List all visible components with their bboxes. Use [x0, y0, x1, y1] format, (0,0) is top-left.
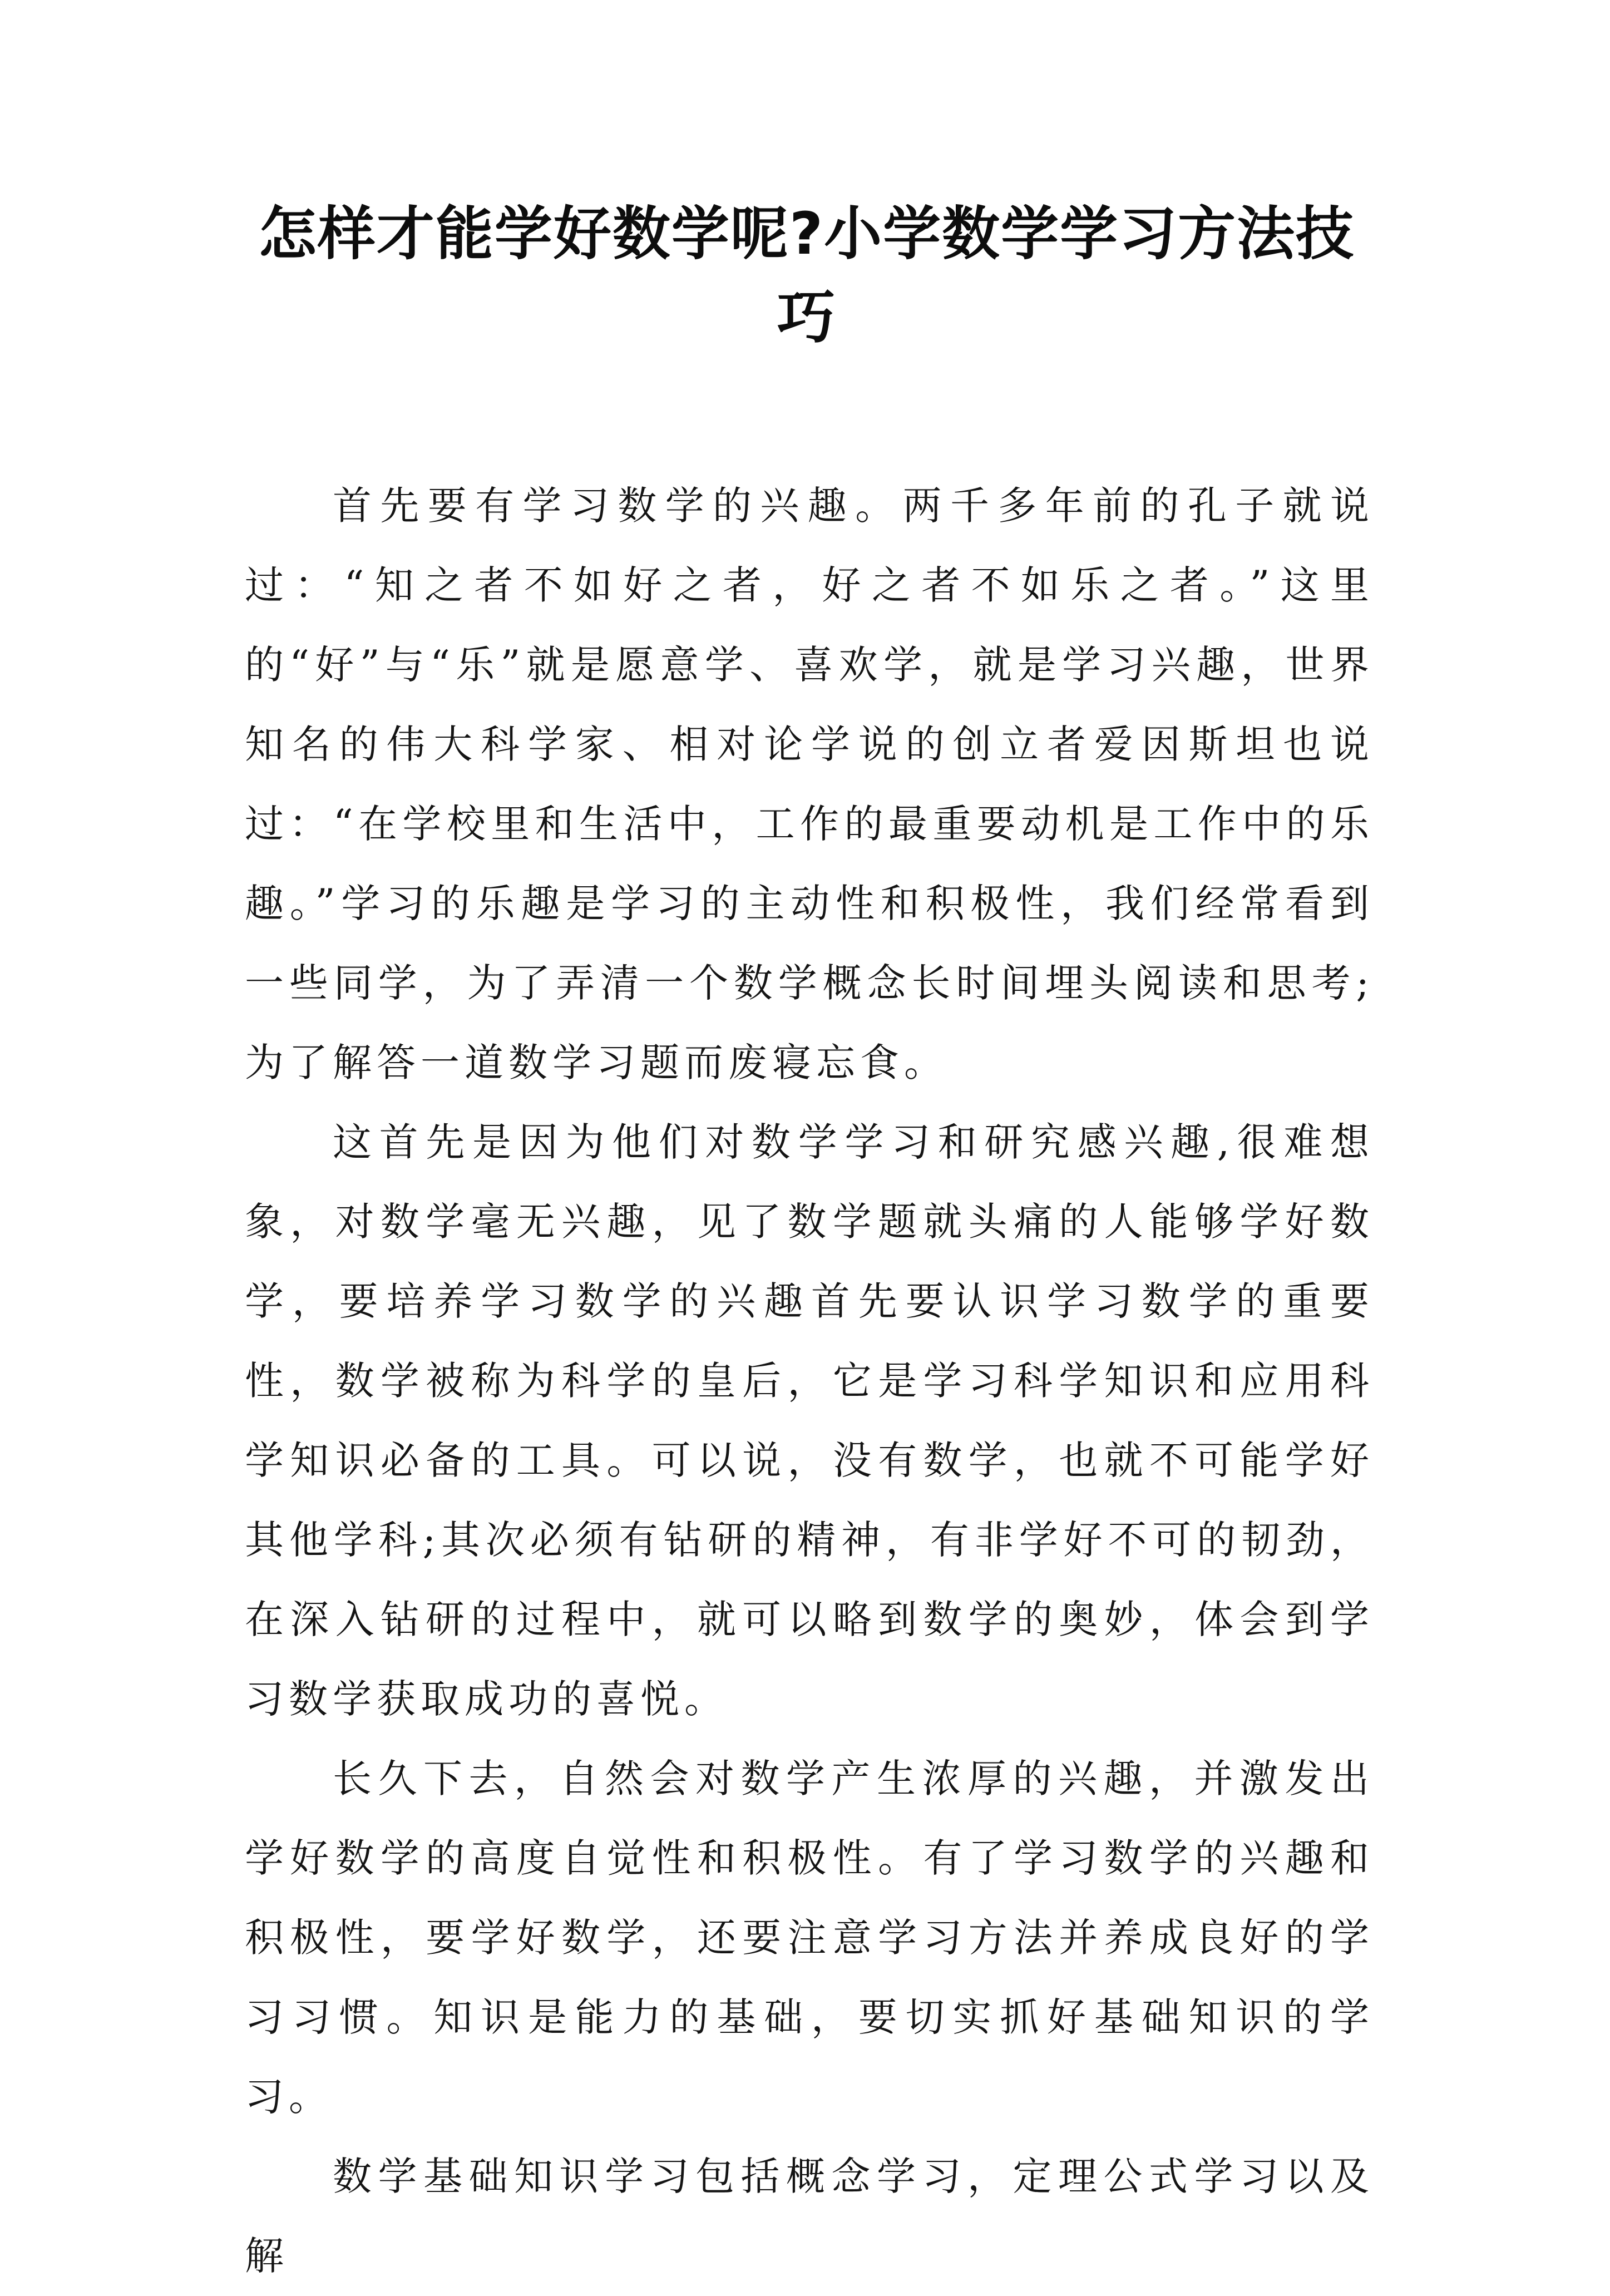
document-title: 怎样才能学好数学呢?小学数学学习方法技巧 [258, 200, 1355, 351]
paragraph-3: 长久下去，自然会对数学产生浓厚的兴趣，并激发出学好数学的高度自觉性和积极性。有了学习数学的兴趣和积极性，要学好数学，还要注意学习方法并养成良好的学习习惯。知识是能力的基础，要切实抓好基础知识的学习。 [245, 1756, 1374, 2120]
paragraph-4: 数学基础知识学习包括概念学习，定理公式学习以及解 [245, 2154, 1374, 2279]
document-body [245, 466, 1374, 2296]
paragraph-1: 首先要有学习数学的兴趣。两千多年前的孔子就说过：“知之者不如好之者，好之者不如乐之者。”这里的“好”与“乐”就是愿意学、喜欢学，就是学习兴趣，世界知名的伟大科学家、相对论学说的创立者爱因斯坦也说过：“在学校里和生活中，工作的最重要动机是工作中的乐趣。”学习的乐趣是学习的主动性和积极性，我们经常看到一些同学，为了弄清一个数学概念长时间埋头阅读和思考;为了解答一道数学习题而废寝忘食。 [245, 483, 1374, 1085]
paragraph-2: 这首先是因为他们对数学学习和研究感兴趣,很难想象，对数学毫无兴趣，见了数学题就头痛的人能够学好数学，要培养学习数学的兴趣首先要认识学习数学的重要性，数学被称为科学的皇后，它是学习科学知识和应用科学知识必备的工具。可以说，没有数学，也就不可能学好其他学科;其次必须有钻研的精神，有非学好不可的韧劲，在深入钻研的过程中，就可以略到数学的奥妙，体会到学习数学获取成功的喜悦。 [245, 1119, 1374, 1722]
